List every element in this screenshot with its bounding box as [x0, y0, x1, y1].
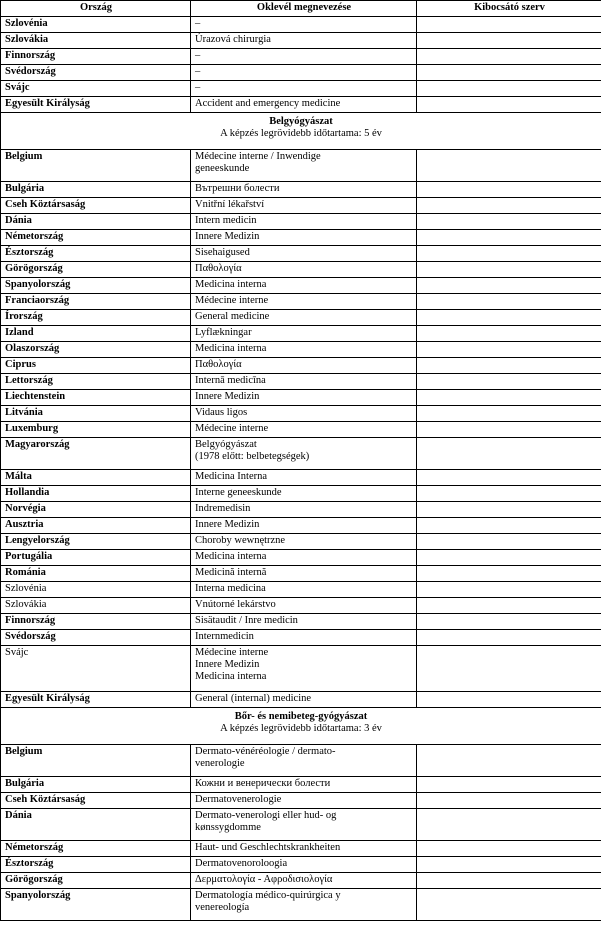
- country-cell: Cseh Köztársaság: [1, 793, 191, 809]
- diploma-title-cell: Accident and emergency medicine: [191, 97, 417, 113]
- issuing-body-cell: [417, 614, 601, 630]
- header-issuing-body: Kibocsátó szerv: [417, 1, 601, 17]
- table-row: [1, 246, 601, 262]
- issuing-body-cell: [417, 692, 601, 708]
- table-row: [1, 598, 601, 614]
- issuing-body-cell: [417, 278, 601, 294]
- issuing-body-cell: [417, 518, 601, 534]
- diploma-title-cell: Παθολογία: [191, 262, 417, 278]
- diploma-title-cell: Dermatovenerologie: [191, 793, 417, 809]
- diploma-title-cell: Haut- und Geschlechtskrankheiten: [191, 841, 417, 857]
- section-heading-row: [1, 708, 601, 745]
- country-cell: Hollandia: [1, 486, 191, 502]
- issuing-body-cell: [417, 49, 601, 65]
- country-cell: Portugália: [1, 550, 191, 566]
- issuing-body-cell: [417, 841, 601, 857]
- table-row: [1, 857, 601, 873]
- issuing-body-cell: [417, 342, 601, 358]
- table-row: [1, 777, 601, 793]
- issuing-body-cell: [417, 486, 601, 502]
- issuing-body-cell: [417, 550, 601, 566]
- country-cell: Svájc: [1, 646, 191, 692]
- diploma-title-cell: –: [191, 49, 417, 65]
- diploma-title-cell: Médecine interne: [191, 422, 417, 438]
- issuing-body-cell: [417, 646, 601, 692]
- issuing-body-cell: [417, 310, 601, 326]
- country-cell: Lettország: [1, 374, 191, 390]
- country-cell: Ausztria: [1, 518, 191, 534]
- issuing-body-cell: [417, 438, 601, 470]
- country-cell: Ciprus: [1, 358, 191, 374]
- diploma-title-cell: Lyflækningar: [191, 326, 417, 342]
- country-cell: Málta: [1, 470, 191, 486]
- header-diploma-title: Oklevél megnevezése: [191, 1, 417, 17]
- table-row: [1, 358, 601, 374]
- issuing-body-cell: [417, 777, 601, 793]
- table-row: [1, 17, 601, 33]
- diploma-title-cell: Vidaus ligos: [191, 406, 417, 422]
- country-cell: Norvégia: [1, 502, 191, 518]
- diploma-title-cell: General medicine: [191, 310, 417, 326]
- country-cell: Görögország: [1, 262, 191, 278]
- diploma-title-cell: Вътрешни болести: [191, 182, 417, 198]
- table-row: [1, 502, 601, 518]
- issuing-body-cell: [417, 17, 601, 33]
- country-cell: Dánia: [1, 809, 191, 841]
- country-cell: Spanyolország: [1, 278, 191, 294]
- issuing-body-cell: [417, 390, 601, 406]
- table-row: [1, 873, 601, 889]
- country-cell: Szlovákia: [1, 33, 191, 49]
- table-row: [1, 342, 601, 358]
- country-cell: Észtország: [1, 857, 191, 873]
- diploma-title-cell: Médecine interne Innere Medizin Medicina interna: [191, 646, 417, 692]
- issuing-body-cell: [417, 294, 601, 310]
- country-cell: Franciaország: [1, 294, 191, 310]
- issuing-body-cell: [417, 406, 601, 422]
- country-cell: Cseh Köztársaság: [1, 198, 191, 214]
- table-row: [1, 793, 601, 809]
- table-row: [1, 745, 601, 777]
- section-heading: [1, 113, 601, 150]
- country-cell: Litvánia: [1, 406, 191, 422]
- country-cell: Egyesült Királyság: [1, 692, 191, 708]
- country-cell: Finnország: [1, 49, 191, 65]
- country-cell: Bulgária: [1, 182, 191, 198]
- issuing-body-cell: [417, 262, 601, 278]
- country-cell: Magyarország: [1, 438, 191, 470]
- specialty-name: Belgyógyászat: [269, 116, 333, 127]
- table-row: [1, 294, 601, 310]
- diploma-title-cell: –: [191, 65, 417, 81]
- country-cell: Finnország: [1, 614, 191, 630]
- table-row: [1, 550, 601, 566]
- table-row: [1, 326, 601, 342]
- country-cell: Olaszország: [1, 342, 191, 358]
- issuing-body-cell: [417, 230, 601, 246]
- issuing-body-cell: [417, 422, 601, 438]
- diploma-title-cell: Medicina Interna: [191, 470, 417, 486]
- table-row: [1, 262, 601, 278]
- diploma-title-cell: –: [191, 81, 417, 97]
- table-header-row: [1, 1, 601, 17]
- country-cell: Lengyelország: [1, 534, 191, 550]
- diploma-title-cell: General (internal) medicine: [191, 692, 417, 708]
- table-row: [1, 889, 601, 921]
- country-cell: Svédország: [1, 65, 191, 81]
- section-heading: [1, 708, 601, 745]
- issuing-body-cell: [417, 246, 601, 262]
- issuing-body-cell: [417, 534, 601, 550]
- diploma-title-cell: Sisehaigused: [191, 246, 417, 262]
- country-cell: Szlovákia: [1, 598, 191, 614]
- table-row: [1, 150, 601, 182]
- issuing-body-cell: [417, 873, 601, 889]
- diploma-title-cell: Interna medicina: [191, 582, 417, 598]
- country-cell: Svédország: [1, 630, 191, 646]
- table-row: [1, 486, 601, 502]
- country-cell: Luxemburg: [1, 422, 191, 438]
- issuing-body-cell: [417, 374, 601, 390]
- table-row: [1, 214, 601, 230]
- issuing-body-cell: [417, 33, 601, 49]
- diploma-title-cell: –: [191, 17, 417, 33]
- table-row: [1, 470, 601, 486]
- table-row: [1, 566, 601, 582]
- table-row: [1, 81, 601, 97]
- table-row: [1, 406, 601, 422]
- country-cell: Liechtenstein: [1, 390, 191, 406]
- issuing-body-cell: [417, 97, 601, 113]
- diploma-title-cell: Intern medicin: [191, 214, 417, 230]
- issuing-body-cell: [417, 598, 601, 614]
- country-cell: Spanyolország: [1, 889, 191, 921]
- issuing-body-cell: [417, 889, 601, 921]
- issuing-body-cell: [417, 326, 601, 342]
- diploma-title-cell: Sisätaudit / Inre medicin: [191, 614, 417, 630]
- diploma-title-cell: Dermato-venerologi eller hud- og kønssygdomme: [191, 809, 417, 841]
- country-cell: Izland: [1, 326, 191, 342]
- diploma-title-cell: Vnitřní lékařství: [191, 198, 417, 214]
- issuing-body-cell: [417, 745, 601, 777]
- section-heading-row: [1, 113, 601, 150]
- diploma-title-cell: Médecine interne: [191, 294, 417, 310]
- issuing-body-cell: [417, 630, 601, 646]
- issuing-body-cell: [417, 793, 601, 809]
- diploma-title-cell: Interne geneeskunde: [191, 486, 417, 502]
- diploma-title-cell: Vnútorné lekárstvo: [191, 598, 417, 614]
- diploma-title-cell: Παθολογία: [191, 358, 417, 374]
- diploma-title-cell: Innere Medizin: [191, 230, 417, 246]
- issuing-body-cell: [417, 150, 601, 182]
- diploma-title-cell: Innere Medizin: [191, 518, 417, 534]
- country-cell: Svájc: [1, 81, 191, 97]
- country-cell: Belgium: [1, 150, 191, 182]
- issuing-body-cell: [417, 81, 601, 97]
- diploma-title-cell: Кожни и венерически болести: [191, 777, 417, 793]
- country-cell: Németország: [1, 230, 191, 246]
- diploma-title-cell: Dermatovenoroloogia: [191, 857, 417, 873]
- issuing-body-cell: [417, 65, 601, 81]
- country-cell: Görögország: [1, 873, 191, 889]
- table-row: [1, 374, 601, 390]
- table-row: [1, 646, 601, 692]
- table-row: [1, 582, 601, 598]
- diploma-title-cell: Medicina interna: [191, 278, 417, 294]
- table-row: [1, 518, 601, 534]
- country-cell: Belgium: [1, 745, 191, 777]
- table-row: [1, 438, 601, 470]
- table-row: [1, 692, 601, 708]
- country-cell: Románia: [1, 566, 191, 582]
- diploma-title-cell: Δερματολογία - Αφροδισιολογία: [191, 873, 417, 889]
- diploma-title-cell: Innere Medizin: [191, 390, 417, 406]
- table-row: [1, 278, 601, 294]
- issuing-body-cell: [417, 857, 601, 873]
- issuing-body-cell: [417, 198, 601, 214]
- country-cell: Észtország: [1, 246, 191, 262]
- diploma-title-cell: Dermatología médico-quirúrgica y venereología: [191, 889, 417, 921]
- issuing-body-cell: [417, 182, 601, 198]
- header-country: Ország: [1, 1, 191, 17]
- diploma-title-cell: Medicină internă: [191, 566, 417, 582]
- table-row: [1, 614, 601, 630]
- issuing-body-cell: [417, 809, 601, 841]
- table-row: [1, 390, 601, 406]
- country-cell: Szlovénia: [1, 17, 191, 33]
- diploma-title-cell: Dermato-vénéréologie / dermato- venerologie: [191, 745, 417, 777]
- diploma-title-cell: Médecine interne / Inwendige geneeskunde: [191, 150, 417, 182]
- table-row: [1, 630, 601, 646]
- issuing-body-cell: [417, 214, 601, 230]
- table-row: [1, 422, 601, 438]
- issuing-body-cell: [417, 566, 601, 582]
- table-row: [1, 198, 601, 214]
- diploma-title-cell: Internmedicin: [191, 630, 417, 646]
- issuing-body-cell: [417, 470, 601, 486]
- diploma-title-cell: Choroby wewnętrzne: [191, 534, 417, 550]
- table-row: [1, 182, 601, 198]
- table-row: [1, 65, 601, 81]
- issuing-body-cell: [417, 502, 601, 518]
- table-body: [1, 17, 601, 921]
- table-row: [1, 49, 601, 65]
- diploma-title-cell: Internā medicīna: [191, 374, 417, 390]
- table-row: [1, 33, 601, 49]
- training-duration: A képzés legrövidebb időtartama: 5 év: [220, 128, 382, 139]
- table-row: [1, 310, 601, 326]
- country-cell: Szlovénia: [1, 582, 191, 598]
- diploma-title-cell: Indremedisin: [191, 502, 417, 518]
- diploma-title-cell: Medicina interna: [191, 550, 417, 566]
- issuing-body-cell: [417, 582, 601, 598]
- issuing-body-cell: [417, 358, 601, 374]
- diploma-title-cell: Belgyógyászat (1978 előtt: belbetegségek): [191, 438, 417, 470]
- table-row: [1, 97, 601, 113]
- table-row: [1, 809, 601, 841]
- table-row: [1, 230, 601, 246]
- country-cell: Egyesült Királyság: [1, 97, 191, 113]
- table-row: [1, 841, 601, 857]
- training-duration: A képzés legrövidebb időtartama: 3 év: [220, 723, 382, 734]
- country-cell: Dánia: [1, 214, 191, 230]
- diploma-title-cell: Úrazová chirurgia: [191, 33, 417, 49]
- table-row: [1, 534, 601, 550]
- specialty-name: Bőr- és nemibeteg-gyógyászat: [234, 711, 368, 722]
- country-cell: Németország: [1, 841, 191, 857]
- country-cell: Írország: [1, 310, 191, 326]
- country-cell: Bulgária: [1, 777, 191, 793]
- diploma-title-cell: Medicina interna: [191, 342, 417, 358]
